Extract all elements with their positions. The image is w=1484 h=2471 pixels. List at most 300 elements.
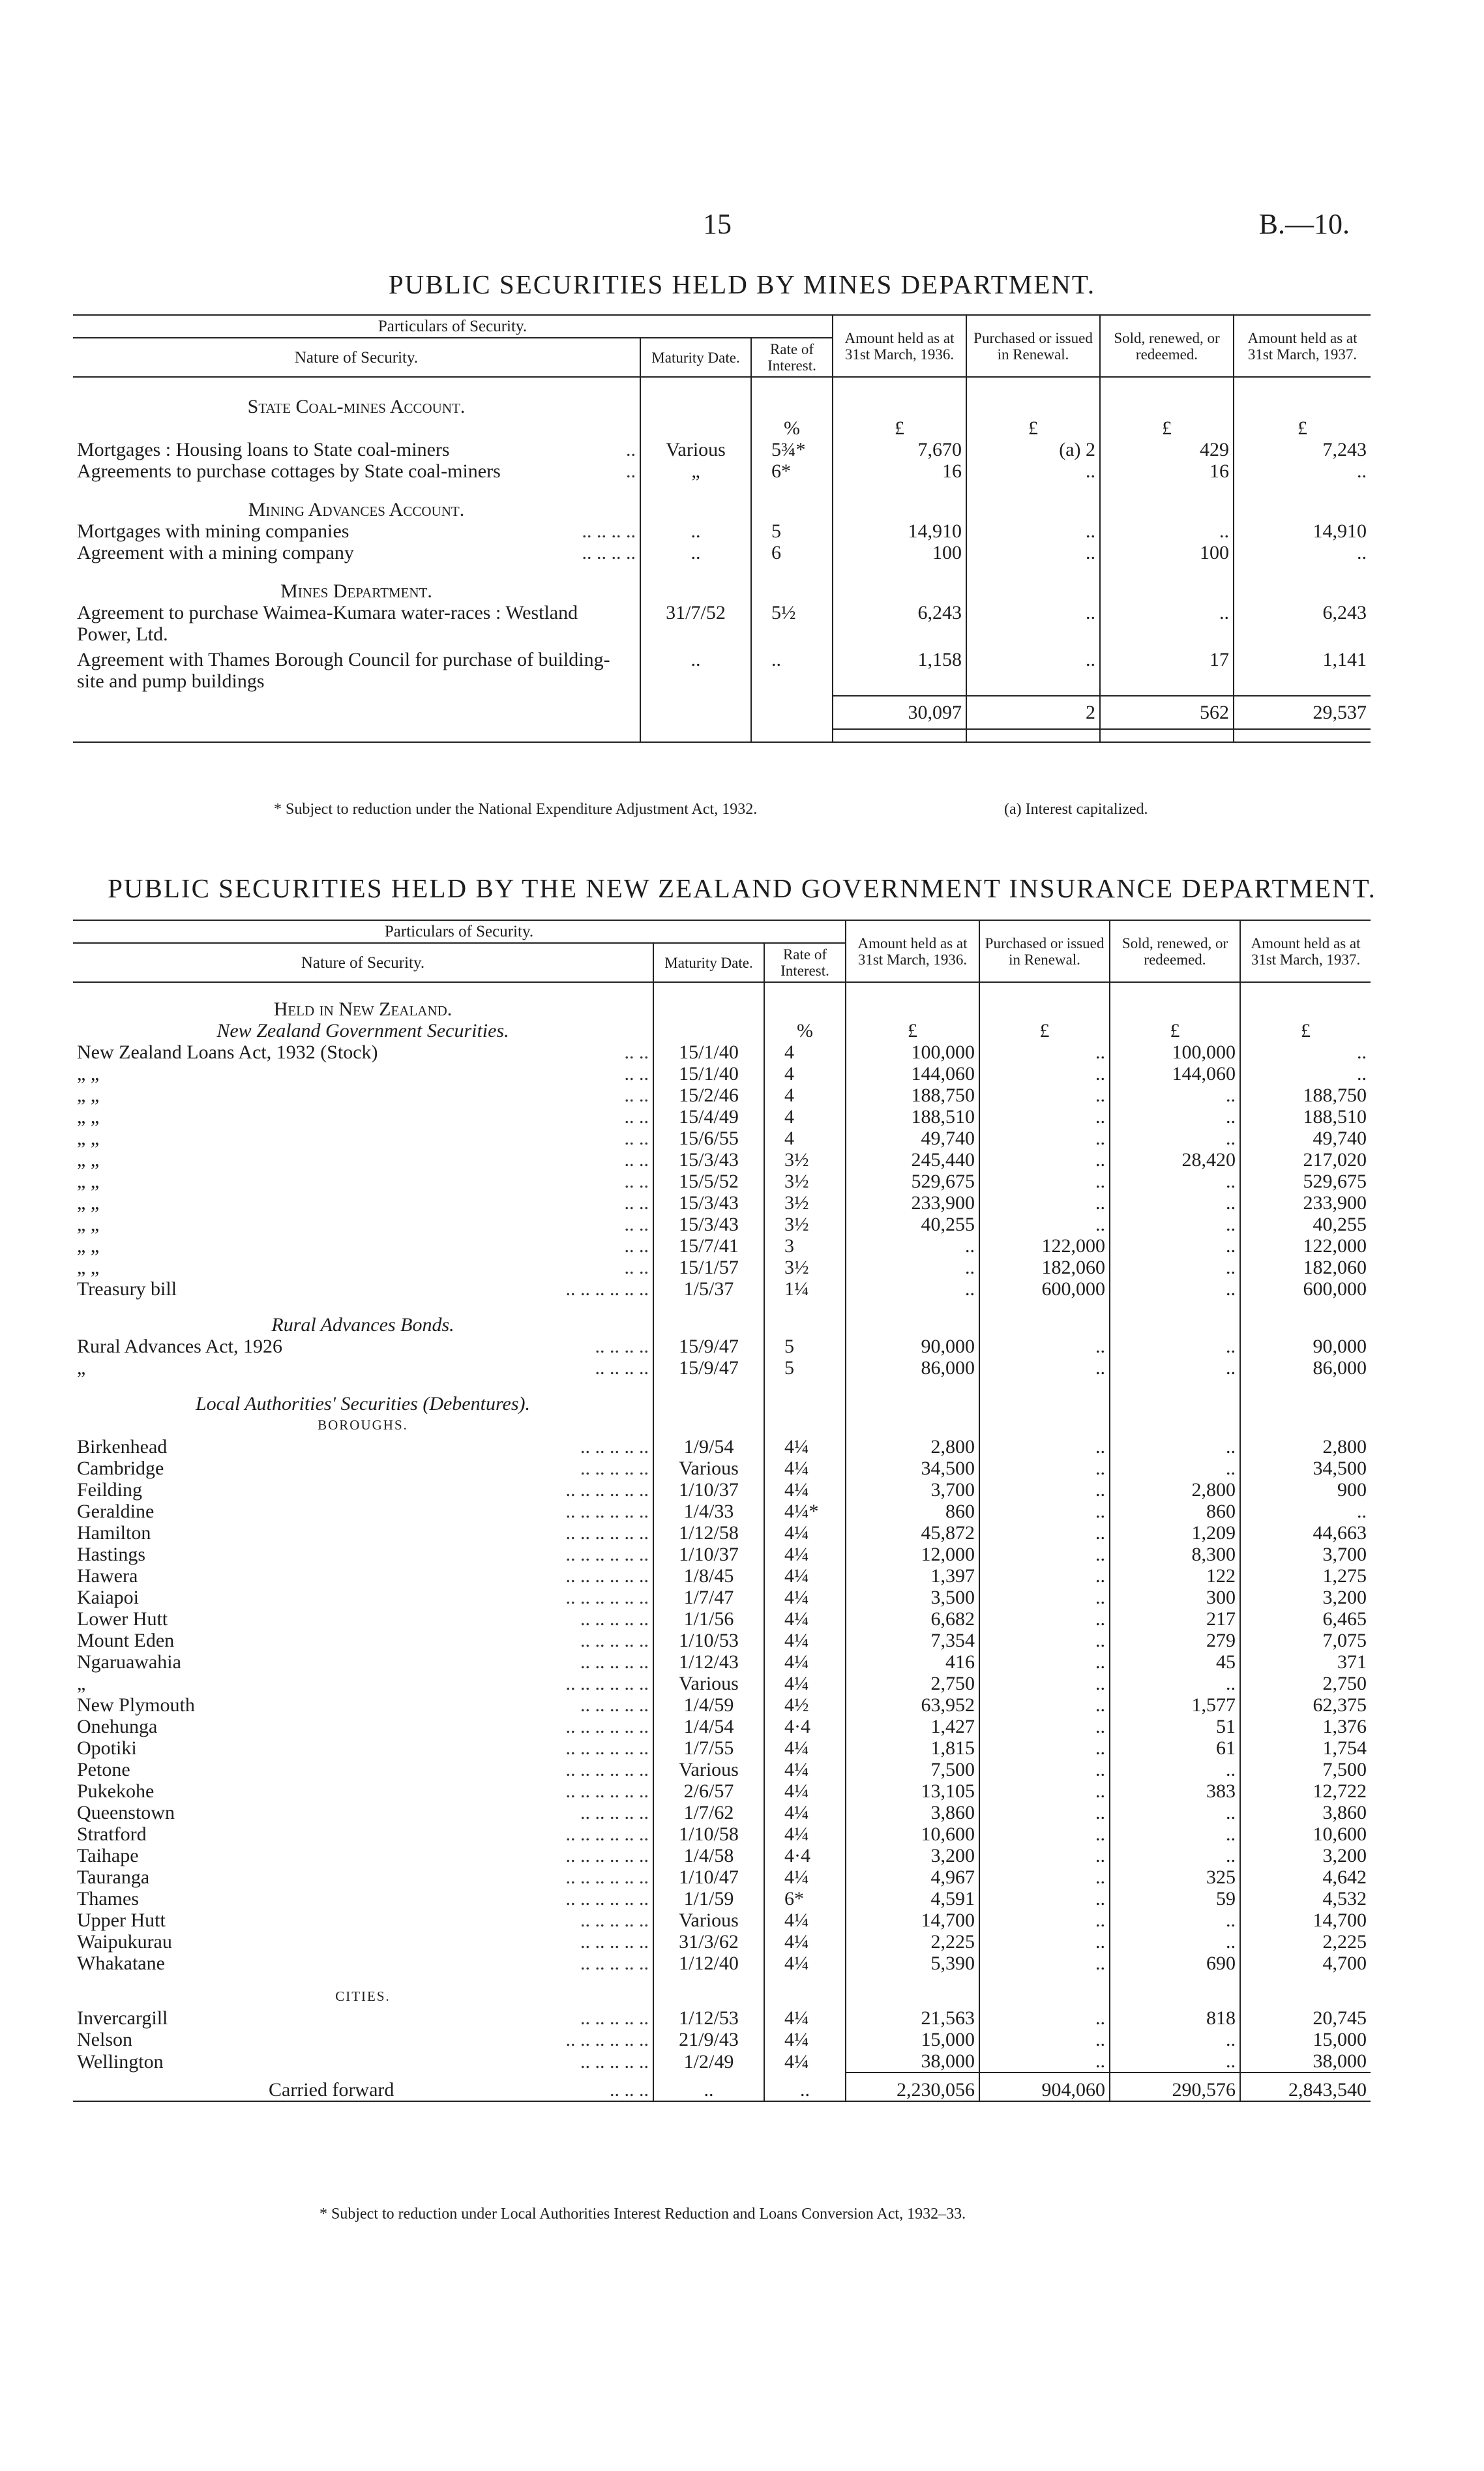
security-nature xyxy=(73,1192,653,1214)
maturity-date: 1/5/37 xyxy=(653,1278,764,1300)
amount-sold: .. xyxy=(1110,1171,1240,1192)
leader-dots: .. .. .. .. .. .. xyxy=(565,1587,649,1608)
t2-held-1937-header: Amount held as at 31st March, 1937. xyxy=(1240,920,1371,982)
empty-cell xyxy=(979,1379,1110,1415)
amount-purchased: .. xyxy=(979,1888,1110,1909)
carried-forward-label xyxy=(73,2073,653,2101)
table-row xyxy=(73,1802,1371,1823)
maturity-date: 1/10/47 xyxy=(653,1866,764,1888)
empty-cell xyxy=(1234,482,1371,520)
amount-purchased: .. xyxy=(979,1458,1110,1479)
amount-held-1936: 4,967 xyxy=(846,1866,979,1888)
security-name: Thames xyxy=(77,1888,139,1909)
security-nature xyxy=(73,1931,653,1953)
interest-rate: 4¼ xyxy=(764,1630,846,1651)
amount-purchased: .. xyxy=(966,649,1100,696)
security-name: Feilding xyxy=(77,1479,143,1501)
amount-held-1936: 100 xyxy=(833,542,966,563)
leader-dots: .. .. .. .. .. .. xyxy=(565,1522,649,1544)
interest-rate: 4¼ xyxy=(764,1522,846,1544)
table-end-row xyxy=(73,729,1371,742)
amount-purchased: .. xyxy=(966,542,1100,563)
security-nature xyxy=(73,1501,653,1522)
amount-purchased: .. xyxy=(979,1931,1110,1953)
table1-footnote: * Subject to reduction under the National Expenditure Adjustment Act, 1932. xyxy=(274,801,758,818)
amount-held-1936: 3,500 xyxy=(846,1587,979,1608)
amount-held-1937: 49,740 xyxy=(1240,1128,1371,1149)
empty-cell xyxy=(764,1974,846,2007)
amount-held-1937: 900 xyxy=(1240,1479,1371,1501)
amount-sold: .. xyxy=(1110,1931,1240,1953)
amount-purchased: .. xyxy=(979,1802,1110,1823)
maturity-date: Various xyxy=(653,1909,764,1931)
leader-dots: .. .. xyxy=(624,1149,649,1171)
security-name: Nelson xyxy=(77,2029,132,2050)
table-row xyxy=(73,1759,1371,1780)
amount-held-1937: 90,000 xyxy=(1240,1336,1371,1357)
amount-held-1937: 4,700 xyxy=(1240,1953,1371,1974)
interest-rate: 4¼ xyxy=(764,1931,846,1953)
maturity-date: Various xyxy=(653,1458,764,1479)
amount-held-1937: 20,745 xyxy=(1240,2007,1371,2029)
leader-dots: .. .. .. .. .. .. xyxy=(565,1501,649,1522)
security-name: „ „ xyxy=(77,1085,100,1106)
amount-held-1936: 13,105 xyxy=(846,1780,979,1802)
amount-held-1937: 3,200 xyxy=(1240,1845,1371,1866)
amount-held-1937: 10,600 xyxy=(1240,1823,1371,1845)
empty-cell xyxy=(846,1300,979,1336)
maturity-header: Maturity Date. xyxy=(640,338,751,377)
table-row xyxy=(73,1931,1371,1953)
maturity-date: „ xyxy=(640,460,751,482)
empty-cell xyxy=(1100,563,1234,602)
amount-held-1936: 100,000 xyxy=(846,1041,979,1063)
maturity-date: 21/9/43 xyxy=(653,2029,764,2050)
security-nature xyxy=(73,1336,653,1357)
maturity-date: .. xyxy=(640,649,751,696)
table-row xyxy=(73,1716,1371,1737)
security-name: Hawera xyxy=(77,1565,138,1587)
amount-purchased: .. xyxy=(979,1192,1110,1214)
security-nature xyxy=(73,1716,653,1737)
empty-cell xyxy=(1240,1300,1371,1336)
empty-cell xyxy=(1110,1415,1240,1436)
amount-held-1936: 2,225 xyxy=(846,1931,979,1953)
security-nature xyxy=(73,2029,653,2050)
empty-cell xyxy=(1110,1379,1240,1415)
pound-unit: £ xyxy=(979,1020,1110,1041)
amount-held-1936: 7,670 xyxy=(833,439,966,460)
security-name: Agreement with Thames Borough Council for purchase of building-site and pump buildings xyxy=(77,649,610,692)
security-name: Queenstown xyxy=(77,1802,175,1823)
maturity-date: 31/7/52 xyxy=(640,602,751,649)
security-name: Whakatane xyxy=(77,1953,165,1974)
security-name: Stratford xyxy=(77,1823,147,1845)
leader-dots: .. .. xyxy=(624,1235,649,1257)
leader-dots: .. .. .. .. xyxy=(595,1357,649,1379)
interest-rate: 4¼ xyxy=(764,1479,846,1501)
security-nature xyxy=(73,1235,653,1257)
maturity-date: 15/9/47 xyxy=(653,1336,764,1357)
pound-unit: £ xyxy=(1100,417,1234,439)
security-nature xyxy=(73,439,640,460)
table-row xyxy=(73,1458,1371,1479)
section-heading-row xyxy=(73,482,1371,520)
amount-held-1936: 6,682 xyxy=(846,1608,979,1630)
leader-dots: .. .. .. .. .. .. xyxy=(565,2029,649,2050)
table-row xyxy=(73,1630,1371,1651)
maturity-date: 1/4/59 xyxy=(653,1694,764,1716)
empty-cell xyxy=(966,563,1100,602)
empty-cell xyxy=(1240,1415,1371,1436)
amount-held-1937: 6,243 xyxy=(1234,602,1371,649)
security-nature xyxy=(73,1845,653,1866)
amount-held-1937: .. xyxy=(1234,460,1371,482)
maturity-date: 15/5/52 xyxy=(653,1171,764,1192)
interest-rate: 4¼ xyxy=(764,1565,846,1587)
maturity-date: 15/1/40 xyxy=(653,1063,764,1085)
amount-held-1937: 12,722 xyxy=(1240,1780,1371,1802)
table-row xyxy=(73,1436,1371,1458)
empty-cell xyxy=(73,417,640,439)
amount-held-1936: 1,397 xyxy=(846,1565,979,1587)
amount-held-1937: 1,141 xyxy=(1234,649,1371,696)
leader-dots: .. .. .. .. .. .. xyxy=(565,1716,649,1737)
table-row xyxy=(73,1085,1371,1106)
amount-held-1936: 10,600 xyxy=(846,1823,979,1845)
amount-purchased: .. xyxy=(979,1823,1110,1845)
amount-sold: 217 xyxy=(1110,1608,1240,1630)
security-name: Mortgages with mining companies xyxy=(77,520,349,542)
leader-dots: .. .. .. .. .. .. xyxy=(565,1759,649,1780)
empty-cell xyxy=(1110,982,1240,1020)
section-heading-row xyxy=(73,982,1371,1020)
security-name: „ xyxy=(77,1673,86,1694)
amount-purchased: .. xyxy=(979,1565,1110,1587)
amount-held-1937: 15,000 xyxy=(1240,2029,1371,2050)
security-name: Hamilton xyxy=(77,1522,151,1544)
security-nature xyxy=(73,1544,653,1565)
empty-cell xyxy=(751,377,833,417)
empty-cell xyxy=(640,729,751,742)
interest-rate: 4¼ xyxy=(764,1587,846,1608)
amount-sold: .. xyxy=(1110,1085,1240,1106)
empty-cell xyxy=(653,1300,764,1336)
interest-rate: 4 xyxy=(764,1041,846,1063)
amount-purchased: .. xyxy=(979,1608,1110,1630)
interest-rate: 4¼ xyxy=(764,1802,846,1823)
empty-cell xyxy=(640,417,751,439)
empty-cell xyxy=(846,982,979,1020)
security-nature xyxy=(73,1888,653,1909)
security-nature xyxy=(73,1759,653,1780)
empty-cell xyxy=(653,1020,764,1041)
t2-sold-header: Sold, renewed, or redeemed. xyxy=(1110,920,1240,982)
security-nature xyxy=(73,1802,653,1823)
amount-held-1936: 16 xyxy=(833,460,966,482)
amount-sold: .. xyxy=(1110,1214,1240,1235)
carried-sold: 290,576 xyxy=(1110,2073,1240,2101)
particulars-header: Particulars of Security. xyxy=(378,318,527,335)
amount-purchased: .. xyxy=(979,1909,1110,1931)
empty-cell xyxy=(653,1974,764,2007)
amount-held-1936: 90,000 xyxy=(846,1336,979,1357)
leader-dots: .. .. .. .. .. .. xyxy=(565,1479,649,1501)
leader-dots: .. xyxy=(626,439,636,460)
document-reference: B.—10. xyxy=(1258,208,1350,240)
security-name: „ „ xyxy=(77,1214,100,1235)
security-name: Onehunga xyxy=(77,1716,158,1737)
empty-cell xyxy=(966,729,1100,742)
interest-rate: 4¼ xyxy=(764,2007,846,2029)
security-name: „ „ xyxy=(77,1171,100,1192)
amount-purchased: .. xyxy=(966,460,1100,482)
security-nature xyxy=(73,1823,653,1845)
amount-sold: 383 xyxy=(1110,1780,1240,1802)
interest-rate: 4¼ xyxy=(764,1823,846,1845)
amount-held-1936: 6,243 xyxy=(833,602,966,649)
amount-purchased: (a) 2 xyxy=(966,439,1100,460)
table-row xyxy=(73,1823,1371,1845)
maturity-date: 15/7/41 xyxy=(653,1235,764,1257)
interest-rate: 4¼ xyxy=(764,1544,846,1565)
govt-securities-heading: New Zealand Government Securities. xyxy=(216,1020,509,1041)
security-name: „ „ xyxy=(77,1149,100,1171)
empty-cell xyxy=(764,1415,846,1436)
section-heading-row xyxy=(73,1415,1371,1436)
table-row xyxy=(73,520,1371,542)
empty-cell xyxy=(1240,1379,1371,1415)
amount-held-1936: 188,510 xyxy=(846,1106,979,1128)
table-row xyxy=(73,1587,1371,1608)
security-nature xyxy=(73,1257,653,1278)
carried-held1937: 2,843,540 xyxy=(1240,2073,1371,2101)
amount-held-1937: 14,700 xyxy=(1240,1909,1371,1931)
amount-sold: 1,577 xyxy=(1110,1694,1240,1716)
empty-cell xyxy=(751,729,833,742)
interest-rate: 4 xyxy=(764,1063,846,1085)
security-nature xyxy=(73,1694,653,1716)
table-row xyxy=(73,1608,1371,1630)
amount-purchased: .. xyxy=(979,1479,1110,1501)
amount-sold: 17 xyxy=(1100,649,1234,696)
security-nature xyxy=(73,2007,653,2029)
interest-rate: 3½ xyxy=(764,1214,846,1235)
pound-unit: £ xyxy=(1234,417,1371,439)
table1-footnote-a: (a) Interest capitalized. xyxy=(1004,801,1148,818)
table-row xyxy=(73,439,1371,460)
amount-held-1937: 529,675 xyxy=(1240,1171,1371,1192)
security-nature xyxy=(73,1278,653,1300)
security-nature xyxy=(73,1780,653,1802)
t2-maturity-header: Maturity Date. xyxy=(653,943,764,982)
empty-cell xyxy=(764,982,846,1020)
empty-cell xyxy=(640,377,751,417)
amount-sold: 51 xyxy=(1110,1716,1240,1737)
empty-cell xyxy=(751,482,833,520)
mines-securities-table xyxy=(73,314,1371,743)
leader-dots: .. .. .. .. .. xyxy=(580,1436,649,1458)
security-nature xyxy=(73,1673,653,1694)
amount-sold: .. xyxy=(1110,1192,1240,1214)
page-number: 15 xyxy=(703,208,732,240)
total-held1937: 29,537 xyxy=(1234,696,1371,729)
security-name: Tauranga xyxy=(77,1866,150,1888)
amount-purchased: .. xyxy=(979,1759,1110,1780)
empty-cell xyxy=(1234,377,1371,417)
held-1936-header: Amount held as at 31st March, 1936. xyxy=(833,315,966,377)
leader-dots: .. .. .. .. .. .. xyxy=(565,1278,649,1300)
amount-sold: .. xyxy=(1110,1128,1240,1149)
amount-purchased: .. xyxy=(979,1673,1110,1694)
empty-cell xyxy=(846,1415,979,1436)
security-name: Wellington xyxy=(77,2051,164,2073)
empty-cell xyxy=(1234,729,1371,742)
security-name: Cambridge xyxy=(77,1458,164,1479)
security-nature xyxy=(73,542,640,563)
interest-rate: 4¼ xyxy=(764,1737,846,1759)
carried-forward-row xyxy=(73,2073,1371,2101)
security-nature xyxy=(73,1630,653,1651)
security-name: Agreements to purchase cottages by State coal-miners xyxy=(77,460,501,482)
security-name: New Zealand Loans Act, 1932 (Stock) xyxy=(77,1041,378,1063)
amount-held-1936: 7,354 xyxy=(846,1630,979,1651)
table-row xyxy=(73,460,1371,482)
amount-sold: 59 xyxy=(1110,1888,1240,1909)
empty-cell xyxy=(846,1974,979,2007)
interest-rate: 4¼ xyxy=(764,1673,846,1694)
pound-unit: £ xyxy=(1110,1020,1240,1041)
amount-sold: 325 xyxy=(1110,1866,1240,1888)
maturity-date: 1/12/53 xyxy=(653,2007,764,2029)
maturity-date: 15/1/57 xyxy=(653,1257,764,1278)
security-name: Mortgages : Housing loans to State coal-miners xyxy=(77,439,450,460)
amount-purchased: 182,060 xyxy=(979,1257,1110,1278)
table-row xyxy=(73,649,1371,696)
amount-purchased: .. xyxy=(979,1501,1110,1522)
table-row xyxy=(73,1780,1371,1802)
maturity-date: 1/4/58 xyxy=(653,1845,764,1866)
table-row xyxy=(73,602,1371,649)
amount-held-1936: 49,740 xyxy=(846,1128,979,1149)
leader-dots: .. .. xyxy=(624,1214,649,1235)
security-nature xyxy=(73,2050,653,2073)
amount-purchased: .. xyxy=(979,1866,1110,1888)
interest-rate: 4½ xyxy=(764,1694,846,1716)
table-row xyxy=(73,542,1371,563)
maturity-date: 15/9/47 xyxy=(653,1357,764,1379)
leader-dots: .. .. xyxy=(624,1257,649,1278)
amount-held-1936: 45,872 xyxy=(846,1522,979,1544)
security-name: „ „ xyxy=(77,1106,100,1128)
interest-rate: 6* xyxy=(751,460,833,482)
maturity-date: 1/4/54 xyxy=(653,1716,764,1737)
amount-held-1936: 40,255 xyxy=(846,1214,979,1235)
total-purchased: 2 xyxy=(966,696,1100,729)
empty-cell xyxy=(979,1415,1110,1436)
security-name: New Plymouth xyxy=(77,1694,195,1716)
amount-sold: 100,000 xyxy=(1110,1041,1240,1063)
percent-unit: % xyxy=(764,1020,846,1041)
t2-held-1936-header: Amount held as at 31st March, 1936. xyxy=(846,920,979,982)
table-row xyxy=(73,1501,1371,1522)
cities-heading: CITIES. xyxy=(335,1988,391,2004)
amount-held-1936: 2,750 xyxy=(846,1673,979,1694)
interest-rate: 3 xyxy=(764,1235,846,1257)
amount-held-1936: .. xyxy=(846,1235,979,1257)
security-name: Kaiapoi xyxy=(77,1587,139,1608)
amount-sold: .. xyxy=(1110,1278,1240,1300)
security-name: Mount Eden xyxy=(77,1630,175,1651)
table-row xyxy=(73,1149,1371,1171)
leader-dots: .. .. .. .. .. xyxy=(580,1651,649,1673)
amount-purchased: .. xyxy=(979,2050,1110,2073)
leader-dots: .. .. .. .. .. .. xyxy=(565,1565,649,1587)
empty-cell xyxy=(1110,1974,1240,2007)
table-row xyxy=(73,2007,1371,2029)
table-row xyxy=(73,1737,1371,1759)
leader-dots: .. .. .. .. .. .. xyxy=(565,1866,649,1888)
amount-held-1937: 3,700 xyxy=(1240,1544,1371,1565)
section-heading: Mining Advances Account. xyxy=(248,499,465,520)
table-row xyxy=(73,1257,1371,1278)
security-nature xyxy=(73,1608,653,1630)
amount-purchased: 122,000 xyxy=(979,1235,1110,1257)
amount-held-1936: 860 xyxy=(846,1501,979,1522)
amount-held-1937: 600,000 xyxy=(1240,1278,1371,1300)
maturity-date: 2/6/57 xyxy=(653,1780,764,1802)
amount-held-1937: 40,255 xyxy=(1240,1214,1371,1235)
table-row xyxy=(73,1544,1371,1565)
amount-held-1937: 86,000 xyxy=(1240,1357,1371,1379)
amount-held-1936: 4,591 xyxy=(846,1888,979,1909)
security-nature xyxy=(73,1149,653,1171)
t2-nature-header: Nature of Security. xyxy=(73,943,653,982)
amount-held-1936: 144,060 xyxy=(846,1063,979,1085)
amount-sold: .. xyxy=(1110,1823,1240,1845)
security-nature xyxy=(73,1458,653,1479)
amount-sold: 300 xyxy=(1110,1587,1240,1608)
amount-sold: 28,420 xyxy=(1110,1149,1240,1171)
units-row xyxy=(73,417,1371,439)
amount-held-1936: .. xyxy=(846,1278,979,1300)
table-row xyxy=(73,1128,1371,1149)
security-name: Petone xyxy=(77,1759,130,1780)
interest-rate: 4 xyxy=(764,1106,846,1128)
security-name: Taihape xyxy=(77,1845,139,1866)
amount-held-1937: 122,000 xyxy=(1240,1235,1371,1257)
interest-rate: 4¼ xyxy=(764,1608,846,1630)
amount-sold: 100 xyxy=(1100,542,1234,563)
amount-purchased: .. xyxy=(979,1041,1110,1063)
leader-dots: .. .. .. .. .. xyxy=(580,1458,649,1479)
interest-rate: 5 xyxy=(751,520,833,542)
amount-purchased: .. xyxy=(979,1214,1110,1235)
interest-rate: 3½ xyxy=(764,1192,846,1214)
interest-rate: 5½ xyxy=(751,602,833,649)
table-row xyxy=(73,1192,1371,1214)
security-name: Agreement with a mining company xyxy=(77,542,354,563)
table-row xyxy=(73,1063,1371,1085)
section-heading-row xyxy=(73,1379,1371,1415)
interest-rate: 5 xyxy=(764,1336,846,1357)
table-row xyxy=(73,1565,1371,1587)
interest-rate: 4·4 xyxy=(764,1716,846,1737)
amount-held-1936: 529,675 xyxy=(846,1171,979,1192)
security-nature xyxy=(73,1106,653,1128)
amount-held-1937: 4,642 xyxy=(1240,1866,1371,1888)
amount-held-1936: 34,500 xyxy=(846,1458,979,1479)
